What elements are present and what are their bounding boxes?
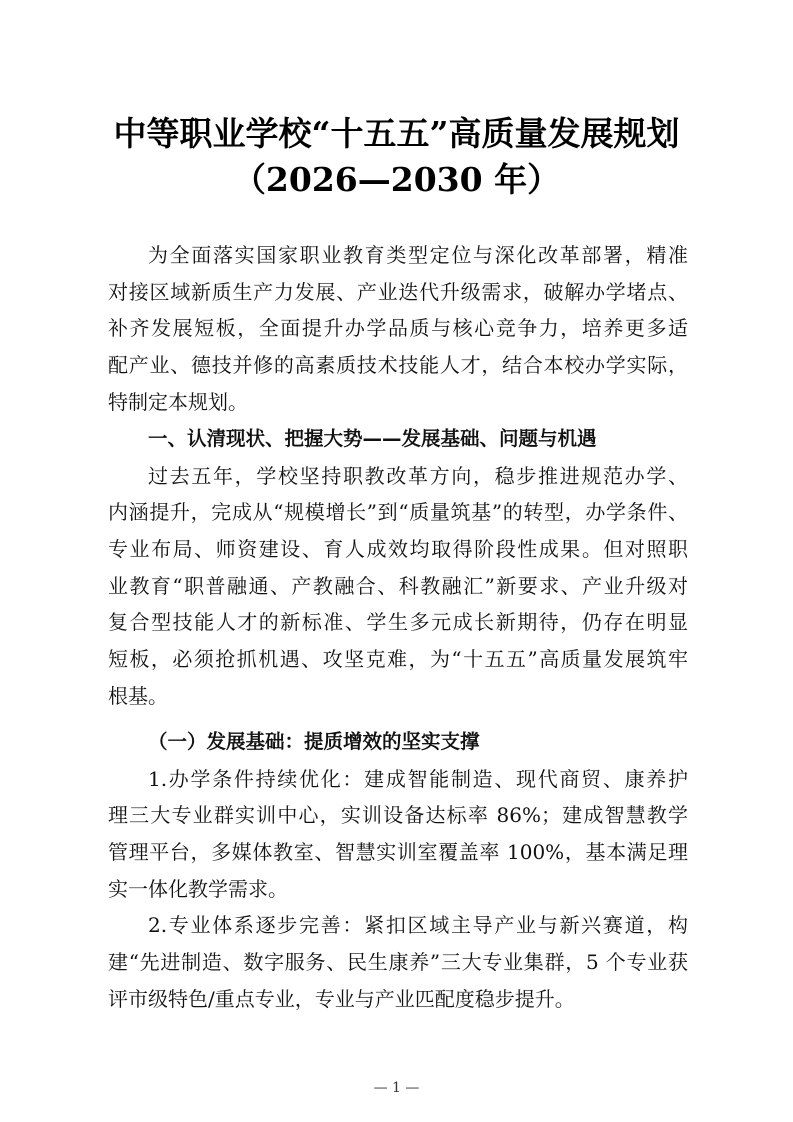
- text-line: 短板，必须抢抓机遇、攻坚克难，为“十五五”高质量发展筑牢: [108, 647, 688, 672]
- page-number: — 1 —: [373, 1080, 420, 1096]
- text-line: 评市级特色/重点专业，专业与产业匹配度稳步提升。: [108, 986, 575, 1011]
- section-heading: 一、认清现状、把握大势——发展基础、问题与机遇: [148, 427, 597, 450]
- text-line: 内涵提升，完成从“规模增长”到“质量筑基”的转型，办学条件、: [108, 500, 688, 525]
- text-line: 建“先进制造、数字服务、民生康养”三大专业集群，5 个专业获: [108, 950, 688, 975]
- intro-paragraph: [108, 237, 688, 420]
- subsection-heading: （一）发展基础：提质增效的坚实支撑: [148, 730, 480, 753]
- text-line: 对接区域新质生产力发展、产业迭代升级需求，破解办学堵点、: [108, 279, 688, 304]
- text-line: 为全面落实国家职业教育类型定位与深化改革部署，精准: [148, 243, 688, 267]
- subsection-1: [108, 724, 688, 1018]
- text-line: 管理平台，多媒体教室、智慧实训室覆盖率 100%，基本满足理: [108, 840, 688, 865]
- text-line: 复合型技能人才的新标准、学生多元成长新期待，仍存在明显: [108, 610, 688, 635]
- text-line: 1.办学条件持续优化：建成智能制造、现代商贸、康养护: [148, 766, 688, 791]
- text-line: 补齐发展短板，全面提升办学品质与核心竞争力，培养更多适: [108, 316, 688, 341]
- text-line: 专业布局、师资建设、育人成效均取得阶段性成果。但对照职: [108, 537, 688, 562]
- text-line: 过去五年，学校坚持职教改革方向，稳步推进规范办学、: [148, 463, 688, 488]
- document-subtitle-years: （2026—2030 年）: [232, 160, 561, 199]
- text-line: 实一体化教学需求。: [108, 876, 288, 901]
- section-1: [108, 421, 688, 715]
- text-line: 特制定本规划。: [108, 389, 248, 414]
- text-line: 2.专业体系逐步完善：紧扣区域主导产业与新兴赛道，构: [148, 913, 688, 938]
- document-title: 中等职业学校“十五五”高质量发展规划: [113, 114, 680, 153]
- text-line: 根基。: [108, 683, 168, 708]
- text-line: 业教育“职普融通、产教融合、科教融汇”新要求、产业升级对: [108, 573, 688, 598]
- text-line: 理三大专业群实训中心，实训设备达标率 86%；建成智慧教学: [108, 803, 688, 828]
- text-line: 配产业、德技并修的高素质技术技能人才，结合本校办学实际，: [108, 353, 688, 378]
